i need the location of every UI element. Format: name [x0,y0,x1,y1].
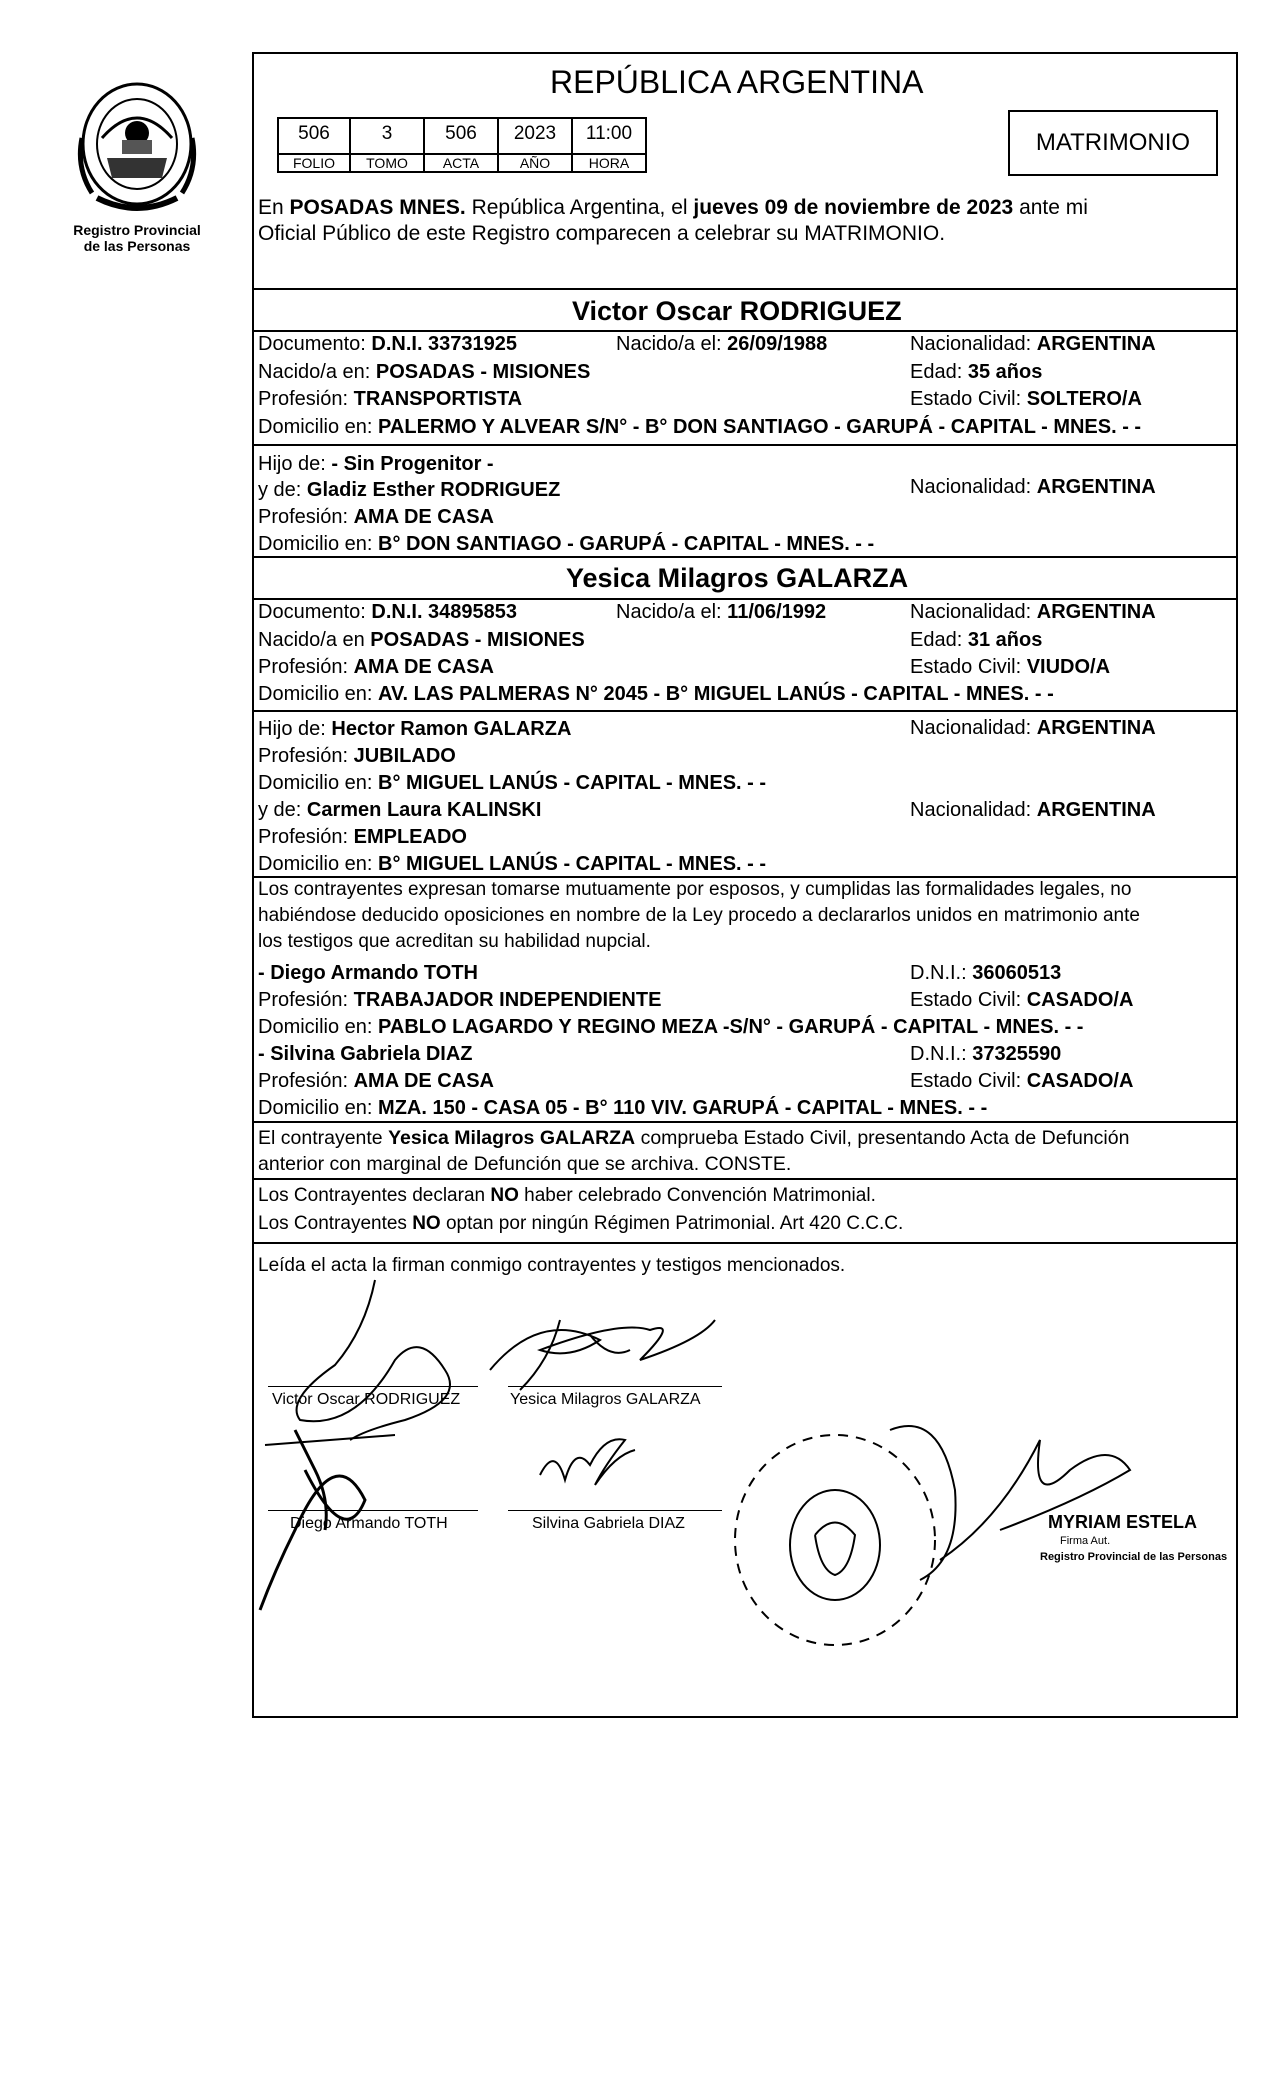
closing-text: Leída el acta la firman conmigo contrayentes y testigos mencionados. [258,1255,846,1276]
official-line3: Registro Provincial de las Personas [1040,1551,1228,1563]
note-line2: anterior con marginal de Defunción que se archiva. CONSTE. [258,1153,792,1175]
bride-place: Nacido/a en POSADAS - MISIONES [258,629,585,651]
witness2-dni: D.N.I.: 37325590 [910,1043,1062,1065]
acta-value: 506 [423,117,499,155]
tomo-label: TOMO [349,153,425,173]
groom-doc: Documento: D.N.I. 33731925 [258,333,518,355]
bride-mother-prof: Profesión: EMPLEADO [258,826,467,848]
groom-place: Nacido/a en: POSADAS - MISIONES [258,361,591,383]
divider [252,1178,1238,1180]
groom-address: Domicilio en: PALERMO Y ALVEAR S/N° - B° DON SANTIAGO - GARUPÁ - CAPITAL - MNES. - - [258,416,1142,438]
provincial-seal-icon [72,78,202,218]
anio-value: 2023 [497,117,573,155]
witness2-address: Domicilio en: MZA. 150 - CASA 05 - B° 110 VIV. GARUPÁ - CAPITAL - MNES. - - [258,1097,988,1119]
convention-1: Los Contrayentes declaran NO haber celebrado Convención Matrimonial. [258,1185,876,1206]
bride-nat: Nacionalidad: ARGENTINA [910,601,1156,623]
intro-text-2: República Argentina, el [465,196,694,219]
signature-label-groom: Victor Oscar RODRIGUEZ [272,1391,461,1408]
bride-father: Hijo de: Hector Ramon GALARZA [258,718,572,740]
doc-type-box [1008,110,1218,176]
signature-line [508,1510,722,1511]
acta-label: ACTA [423,153,499,173]
intro-line1 [258,196,1088,220]
bride-address: Domicilio en: AV. LAS PALMERAS N° 2045 - B° MIGUEL LANÚS - CAPITAL - MNES. - - [258,683,1054,705]
groom-born: Nacido/a el: 26/09/1988 [616,333,828,355]
witness1-prof: Profesión: TRABAJADOR INDEPENDIENTE [258,989,662,1011]
declaration-line3: los testigos que acreditan su habilidad nupcial. [258,931,651,952]
signature-groom-icon [255,1270,475,1630]
bride-civil: Estado Civil: VIUDO/A [910,656,1111,678]
witness2-name: - Silvina Gabriela DIAZ [258,1043,473,1065]
anio-label: AÑO [497,153,573,173]
signature-witness2-icon [535,1425,645,1495]
groom-name: Victor Oscar RODRIGUEZ [572,296,902,326]
intro-date: jueves 09 de noviembre de 2023 [693,196,1014,219]
divider [252,444,1238,446]
groom-prof: Profesión: TRANSPORTISTA [258,388,523,410]
folio-value: 506 [277,117,351,155]
bride-mother-address: Domicilio en: B° MIGUEL LANÚS - CAPITAL - MNES. - - [258,853,767,875]
bride-mother-nat: Nacionalidad: ARGENTINA [910,799,1156,821]
bride-age: Edad: 31 años [910,629,1043,651]
groom-father: Hijo de: - Sin Progenitor - [258,453,494,475]
witness2-civil: Estado Civil: CASADO/A [910,1070,1134,1092]
witness1-civil: Estado Civil: CASADO/A [910,989,1134,1011]
bride-father-prof: Profesión: JUBILADO [258,745,456,767]
witness1-address: Domicilio en: PABLO LAGARDO Y REGINO MEZA -S/N° - GARUPÁ - CAPITAL - MNES. - - [258,1016,1084,1038]
divider [252,556,1238,558]
groom-mother-nat: Nacionalidad: ARGENTINA [910,476,1156,498]
intro-city: POSADAS MNES. [289,196,466,219]
bride-prof: Profesión: AMA DE CASA [258,656,494,678]
official-name: MYRIAM ESTELA [1048,1512,1198,1532]
registry-emblem [72,78,202,218]
signature-label-witness1: Diego Armando TOTH [290,1515,448,1532]
country-title: REPÚBLICA ARGENTINA [550,64,924,100]
groom-mother-address: Domicilio en: B° DON SANTIAGO - GARUPÁ - CAPITAL - MNES. - - [258,533,875,555]
divider [252,710,1238,712]
intro-text-3: ante mi [1013,196,1088,219]
groom-age: Edad: 35 años [910,361,1043,383]
witness1-dni: D.N.I.: 36060513 [910,962,1062,984]
bride-father-nat: Nacionalidad: ARGENTINA [910,717,1156,739]
bride-name: Yesica Milagros GALARZA [566,563,909,593]
bride-father-address: Domicilio en: B° MIGUEL LANÚS - CAPITAL - MNES. - - [258,772,767,794]
hora-value: 11:00 [571,117,647,155]
groom-civil: Estado Civil: SOLTERO/A [910,388,1142,410]
bride-doc: Documento: D.N.I. 34895853 [258,601,518,623]
folio-label: FOLIO [277,153,351,173]
registry-line1: Registro Provincial [73,222,201,238]
bride-mother: y de: Carmen Laura KALINSKI [258,799,542,821]
official-signature-icon [880,1400,1220,1600]
groom-nat: Nacionalidad: ARGENTINA [910,333,1156,355]
divider [252,288,1238,290]
groom-mother-prof: Profesión: AMA DE CASA [258,506,494,528]
witness2-prof: Profesión: AMA DE CASA [258,1070,494,1092]
divider [252,1242,1238,1244]
divider [252,1121,1238,1123]
official-line2: Firma Aut. [1060,1535,1111,1547]
witness1-name: - Diego Armando TOTH [258,962,478,984]
intro-text-1: En [258,196,290,219]
declaration-line2: habiéndose deducido oposiciones en nombre de la Ley procedo a declararlos unidos en matrimonio ante [258,905,1140,926]
intro-line2: Oficial Público de este Registro comparecen a celebrar su MATRIMONIO. [258,222,946,245]
note-line1: El contrayente Yesica Milagros GALARZA comprueba Estado Civil, presentando Acta de Defunción [258,1127,1130,1149]
signature-label-witness2: Silvina Gabriela DIAZ [532,1515,685,1532]
hora-label: HORA [571,153,647,173]
doc-type-label: MATRIMONIO [1035,129,1191,156]
tomo-value: 3 [349,117,425,155]
bride-born: Nacido/a el: 11/06/1992 [616,601,827,623]
signature-bride-icon [480,1300,730,1400]
signature-label-bride: Yesica Milagros GALARZA [510,1391,701,1408]
declaration-line1: Los contrayentes expresan tomarse mutuamente por esposos, y cumplidas las formalidades legales, no [258,879,1132,900]
convention-2: Los Contrayentes NO optan por ningún Régimen Patrimonial. Art 420 C.C.C. [258,1213,904,1234]
groom-mother: y de: Gladiz Esther RODRIGUEZ [258,479,561,501]
registry-line2: de las Personas [83,238,191,254]
